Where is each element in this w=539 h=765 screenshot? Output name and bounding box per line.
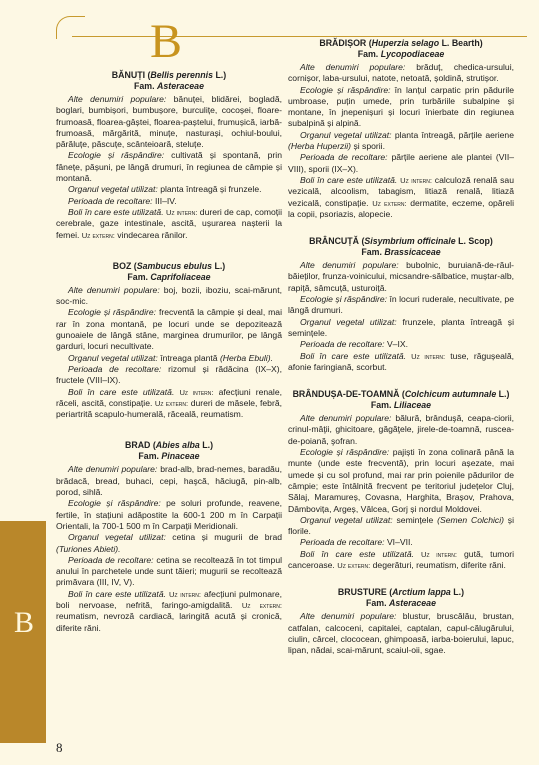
entry-bradisor (288, 38, 514, 220)
entry-family: Fam. Brassicaceae (361, 247, 441, 258)
popular-names: Alte denumiri populare: brăduț, chedica-ursului, cornișor, laba-ursului, natote, netoată, șoldină, strutișor. (288, 62, 515, 84)
entry-family: Fam. Caprifoliaceae (127, 271, 211, 282)
entry-brad (56, 440, 282, 633)
harvest-period: Perioada de recoltare: părțile aeriene ale plantei (VII–VIII), sporii (IX–X). (288, 152, 515, 174)
organ-used: Organul vegetal utilizat: frunzele, planta întreagă și semințele. (288, 316, 515, 338)
organ-used: Organul vegetal utilizat: cetina și mugurii de brad (Turiones Abieti). (56, 532, 283, 554)
left-column (56, 70, 282, 646)
harvest-period: Perioada de recoltare: cetina se recoltează în tot timpul anului în parchetele unde sunt tăieri; mugurii se recoltează primăvara (III, IV, V). (56, 554, 283, 588)
diseases: Boli în care este utilizată. Uz intern: calculoză renală sau vezicală, alcoolism, tabagism, litiază renală, litiază vezicală, constipație. Uz extern: dermatite, eczeme, opăreli la copii, psoriazis, alopecie. (288, 174, 515, 219)
entry-title: BRÂNCUȚĂ (Sisymbrium officinale L. Scop) (309, 236, 493, 247)
right-column (288, 38, 514, 668)
entry-family: Fam. Lycopodiaceae (357, 49, 445, 59)
ecology: Ecologie și răspândire: cultivată și spontană, prin fânețe, pășuni, pe lângă drumuri, în regiunea de câmpie și montană. (56, 150, 282, 184)
ecology: Ecologie și răspândire: frecventă la câmpie și deal, mai rar în zona montană, pe locuri unde se depozitează gunoaiele de lângă stâne, marginea drumurilor, pe lângă garduri, locuri necultivate. (56, 307, 282, 352)
entry-boz (56, 261, 282, 421)
side-tab-letter: B (14, 606, 35, 639)
entry-family: Fam. Asteraceae (366, 598, 436, 609)
diseases: Boli în care este utilizată. Uz intern: gută, tumori canceroase. Uz extern: degerături, reumatism, diferite răni. (288, 548, 515, 570)
diseases: Boli în care este utilizată. Uz intern: afecțiuni pulmonare, boli nervoase, nefrită, faringo-amigdalită. Uz extern: reumatism, nevroză cardiacă, laringită acută și cronică, diferite răni. (56, 588, 283, 633)
harvest-period: Perioada de recoltare: VI–VII. (300, 537, 413, 548)
entry-family: Fam. Asteraceae (134, 81, 204, 91)
entry-family: Fam. Pinaceae (138, 451, 200, 462)
section-letter: B (150, 15, 183, 68)
header-rule (72, 36, 527, 37)
organ-used: Organul vegetal utilizat: planta întreagă, părțile aeriene (Herba Huperzii) și sporii. (288, 129, 514, 152)
popular-names: Alte denumiri populare: brad-alb, brad-nemes, baradău, brădacă, bread, buhaci, cepi, haşcă, hăciugă, pin-alb, porod, sihlă. (56, 464, 282, 498)
popular-names: Alte denumiri populare: blustur, bruscălău, brustan, catfalan, calcoceni, capitalei, captalan, capul-călugărului, ciulin, cârcel, clococean, ghimpoasă, iarba-boierului, lapuc, lipan, nădai, scai-mărunt, scaiul-oii, sgae. (288, 611, 514, 656)
popular-names: Alte denumiri populare: bănuței, blidărei, bogladă, boglari, bumbișori, bumbușore, burculițe, cocoșei, floare-frumoasă, floarea-gâștei, floarea-paștelui, frumușică, iarbă-frumoasă, mărgărită, minuțe, nasturași, ochiul-boului, părăluțe, păscuțe, scânteioară, steluțe. (56, 94, 282, 150)
popular-names: Alte denumiri populare: bălură, brânduşă, ceapa-ciorii, crinul-mâţii, ghicitoare, găgăţele, jirele-de-toamnă, ruscea-de-poiană, şofran. (288, 413, 514, 446)
entry-brancuta (288, 236, 514, 373)
entry-title: BRÂNDUȘA-DE-TOAMNĂ (Colchicum autumnale L.) (292, 389, 510, 400)
popular-names: Alte denumiri populare: boj, bozii, iboziu, scai-mărunt, soc-mic. (56, 284, 282, 307)
diseases: Boli în care este utilizată. Uz intern: dureri de cap, comoții cerebrale, gaze intestinale, ascită, ușurarea nașterii la femei. Uz extern: vindecarea rănilor. (56, 206, 282, 240)
ecology: Ecologie și răspândire: în locuri ruderale, necultivate, pe lângă drumuri. (288, 294, 514, 316)
entry-brandusa (288, 389, 514, 571)
page-number: 8 (56, 740, 63, 755)
harvest-period: Perioada de recoltare: III–IV. (68, 195, 177, 206)
popular-names: Alte denumiri populare: bubolnic, buruiană-de-răul-băieților, frunza-voinicului, micsandre-sălbatice, muștar-alb, rapiță, sâmcuță, usturoiță. (288, 260, 514, 293)
ecology: Ecologie și răspândire: pe soluri profunde, reavene, fertile, în stațiuni adăpostite la 600-1 200 m în Carpații Orientali, la 700-1 500 m în Carpații Meridionali. (56, 498, 282, 531)
organ-used: Organul vegetal utilizat: planta întreagă și frunzele. (68, 184, 262, 195)
entry-family: Fam. Liliaceae (370, 400, 432, 411)
harvest-period: Perioada de recoltare: V–IX. (300, 339, 408, 350)
diseases: Boli în care este utilizată. Uz intern: afecțiuni renale, răceli, ascită, constipație. Uz extern: dureri de măsele, febră, periartrită scapulo-humerală, răceală, reumatism. (56, 386, 282, 420)
entry-title: BRĂDIȘOR (Huperzia selago L. Bearth) (319, 38, 483, 48)
ecology: Ecologie și răspândire: pajiști în zona colinară până la munte (unde este frecventă), prin locuri așezate, mai umede și cu sol profund, mai rar prin poienile pădurilor de câmpie; este întâlnită frecvent pe teritoriul județelor Cluj, Sălaj, Maramureș, Covasna, Harghita, Brașov, Prahova, Dâmbovița, Argeș, Vâlcea, Gorj și nordul Moldovei. (288, 447, 514, 514)
entry-title: BOZ (Sambucus ebulus L.) (112, 260, 226, 271)
ecology: Ecologie și răspândire: în lanțul carpatic prin pădurile umbroase, puțin umede, prin turbăriile subalpine și montane, în jnepenișuri și locuri înierbate din regiunea subalpină și alpină. (288, 84, 514, 129)
entry-title: BĂNUȚI (Bellis perennis L.) (111, 70, 227, 80)
harvest-period: Perioada de recoltare: rizomul și rădăcina (IX–X), fructele (VIII–IX). (56, 363, 282, 386)
diseases: Boli în care este utilizată. Uz intern: tuse, răgușeală, afonie faringiană, scorbut. (288, 350, 514, 372)
organ-used: Organul vegetal utilizat: întreaga plantă (Herba Ebuli). (68, 352, 273, 363)
entry-title: BRAD (Abies alba L.) (124, 440, 214, 451)
entry-title: BRUSTURE (Arctium lappa L.) (337, 587, 465, 598)
entry-brusture (288, 587, 514, 656)
organ-used: Organul vegetal utilizat: semințele (Semen Colchici) și florile. (288, 514, 515, 537)
entry-banuti (56, 70, 282, 241)
